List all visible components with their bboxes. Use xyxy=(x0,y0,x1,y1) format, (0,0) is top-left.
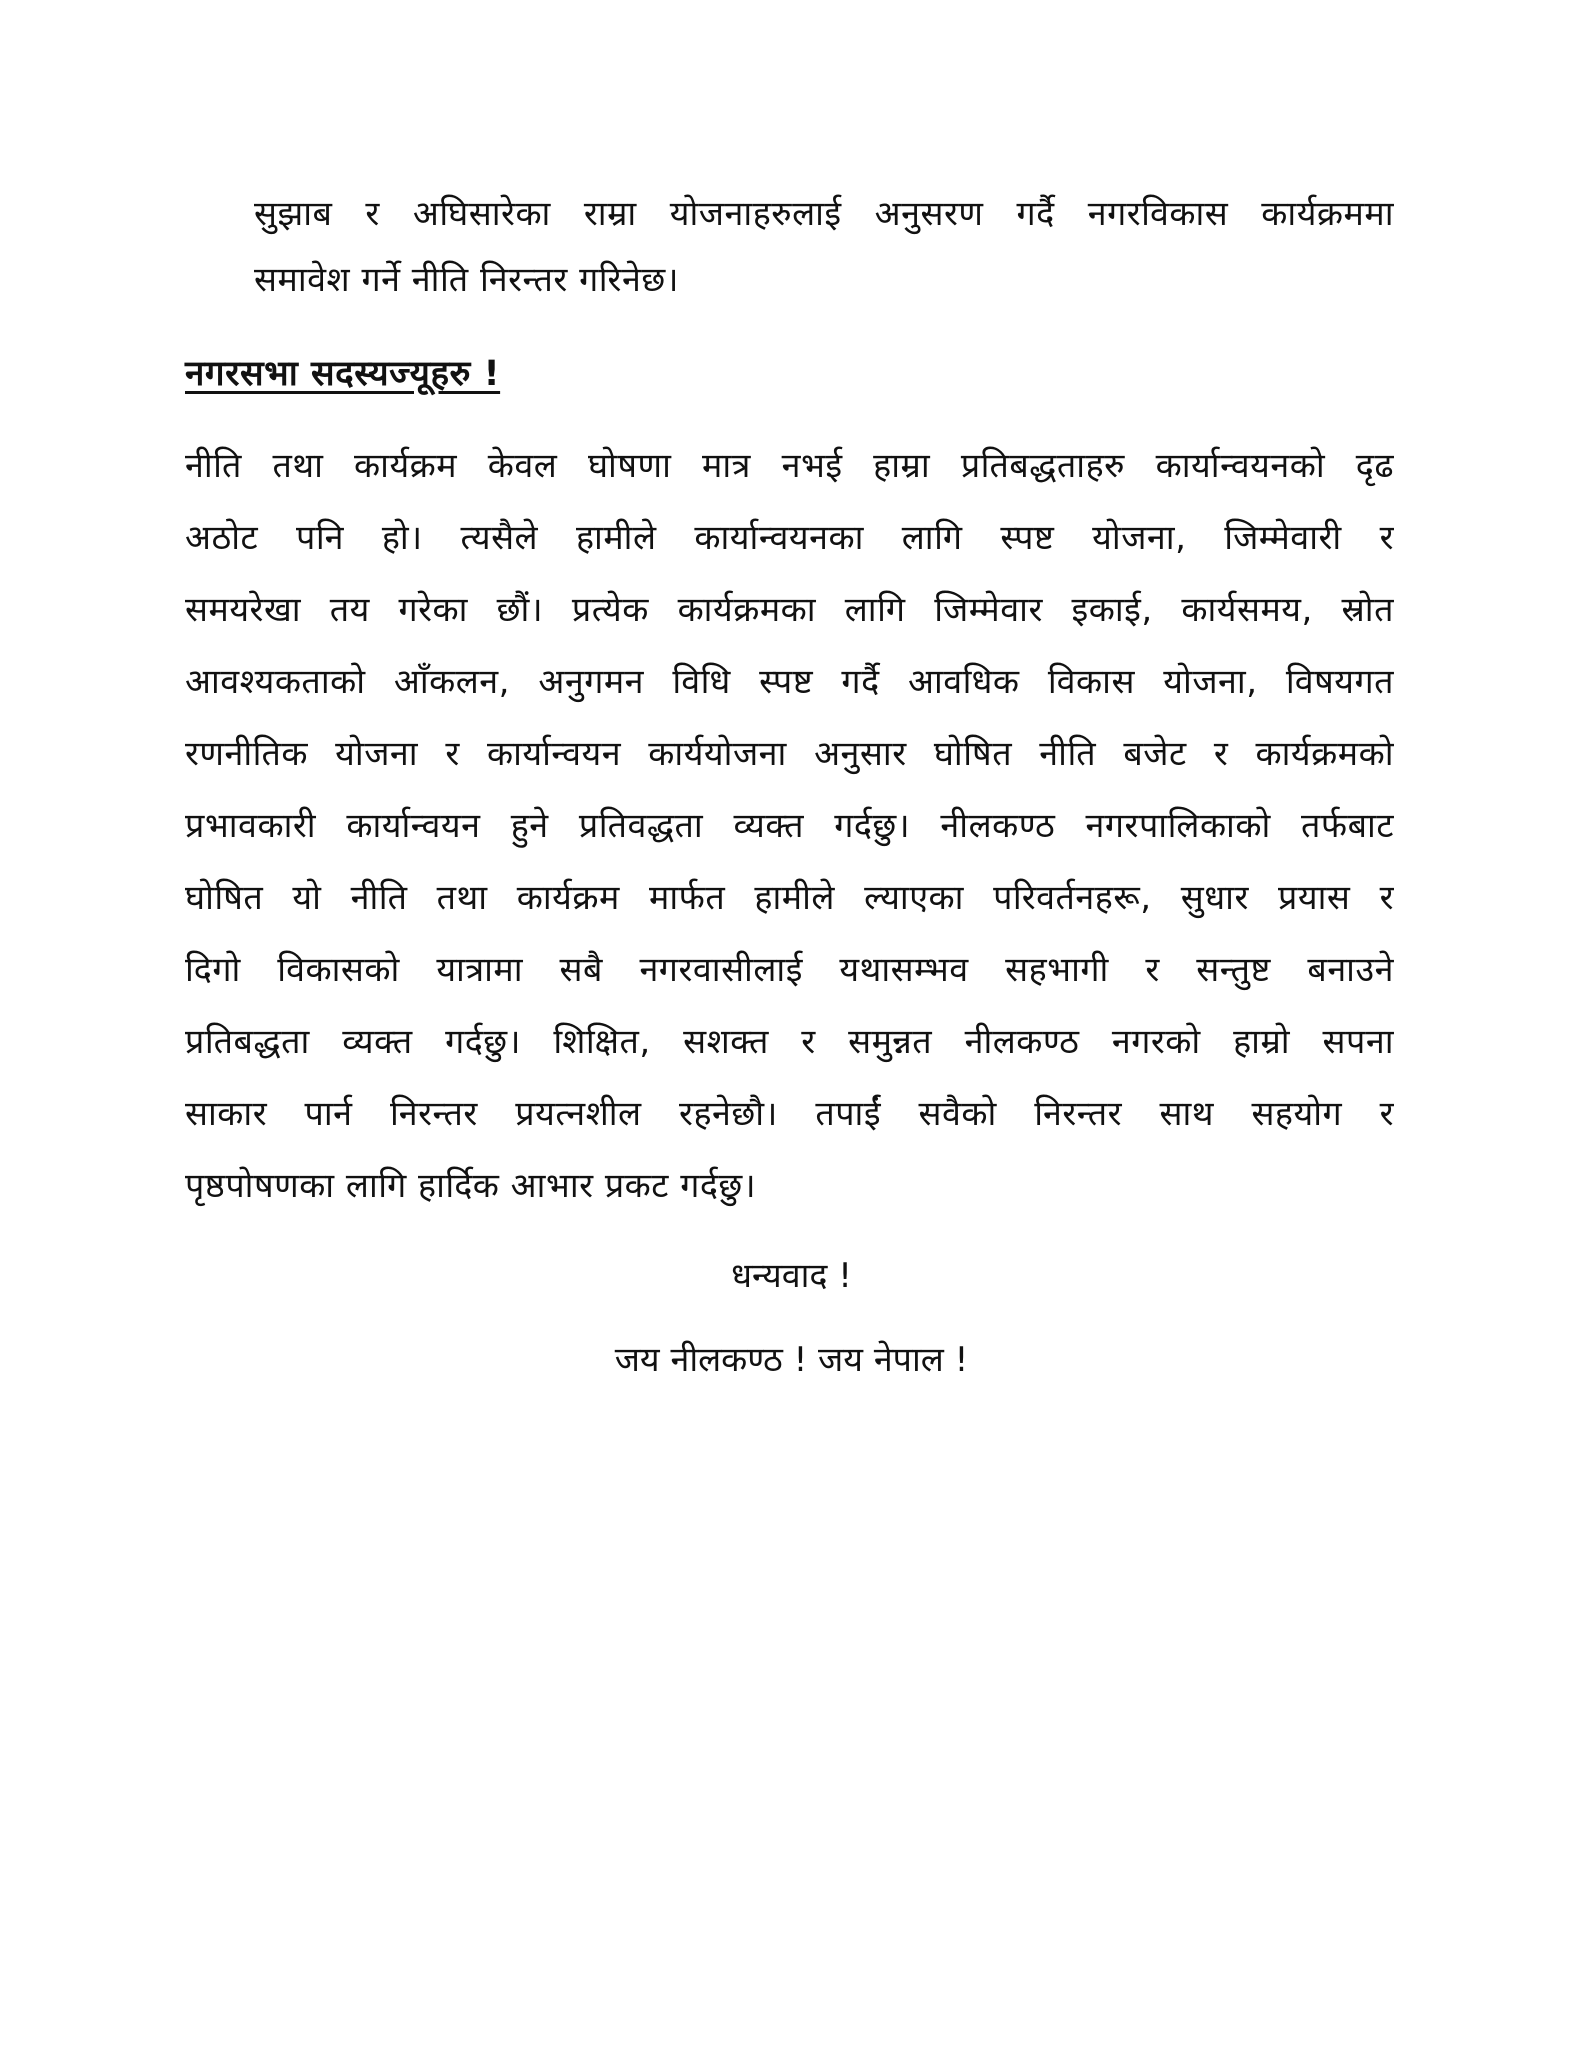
paragraph-line-2: अठोट पनि हो। त्यसैले हामीले कार्यान्वयनका लागि स्पष्ट योजना, जिम्मेवारी र xyxy=(185,518,1394,558)
section-heading: नगरसभा सदस्यज्यूहरु ! xyxy=(185,354,501,394)
paragraph-line-7: घोषित यो नीति तथा कार्यक्रम मार्फत हामीले ल्याएका परिवर्तनहरू, सुधार प्रयास र xyxy=(185,878,1394,918)
paragraph-line-1: नीति तथा कार्यक्रम केवल घोषणा मात्र नभई हाम्रा प्रतिबद्धताहरु कार्यान्वयनको दृढ xyxy=(185,446,1394,486)
paragraph-line-5: रणनीतिक योजना र कार्यान्वयन कार्ययोजना अनुसार घोषित नीति बजेट र कार्यक्रमको xyxy=(185,734,1394,774)
paragraph-line-3: समयरेखा तय गरेका छौं। प्रत्येक कार्यक्रमका लागि जिम्मेवार इकाई, कार्यसमय, स्रोत xyxy=(185,590,1394,630)
paragraph-line-8: दिगो विकासको यात्रामा सबै नगरवासीलाई यथासम्भव सहभागी र सन्तुष्ट बनाउने xyxy=(185,950,1394,990)
intro-line-2: समावेश गर्ने नीति निरन्तर गरिनेछ। xyxy=(254,260,680,300)
intro-line-1: सुझाब र अघिसारेका राम्रा योजनाहरुलाई अनुसरण गर्दै नगरविकास कार्यक्रममा xyxy=(254,194,1394,234)
paragraph-line-9: प्रतिबद्धता व्यक्त गर्दछु। शिक्षित, सशक्त र समुन्नत नीलकण्ठ नगरको हाम्रो सपना xyxy=(185,1022,1394,1062)
paragraph-line-10: साकार पार्न निरन्तर प्रयत्नशील रहनेछौ। तपाईं सवैको निरन्तर साथ सहयोग र xyxy=(185,1094,1394,1134)
closing-thanks: धन्यवाद ! xyxy=(731,1256,852,1296)
paragraph-line-11: पृष्ठपोषणका लागि हार्दिक आभार प्रकट गर्दछु। xyxy=(185,1166,757,1206)
paragraph-line-4: आवश्यकताको आँकलन, अनुगमन विधि स्पष्ट गर्दै आवधिक विकास योजना, विषयगत xyxy=(185,662,1394,702)
paragraph-line-6: प्रभावकारी कार्यान्वयन हुने प्रतिवद्धता व्यक्त गर्दछु। नीलकण्ठ नगरपालिकाको तर्फबाट xyxy=(185,806,1394,846)
closing-slogan: जय नीलकण्ठ ! जय नेपाल ! xyxy=(614,1340,969,1380)
